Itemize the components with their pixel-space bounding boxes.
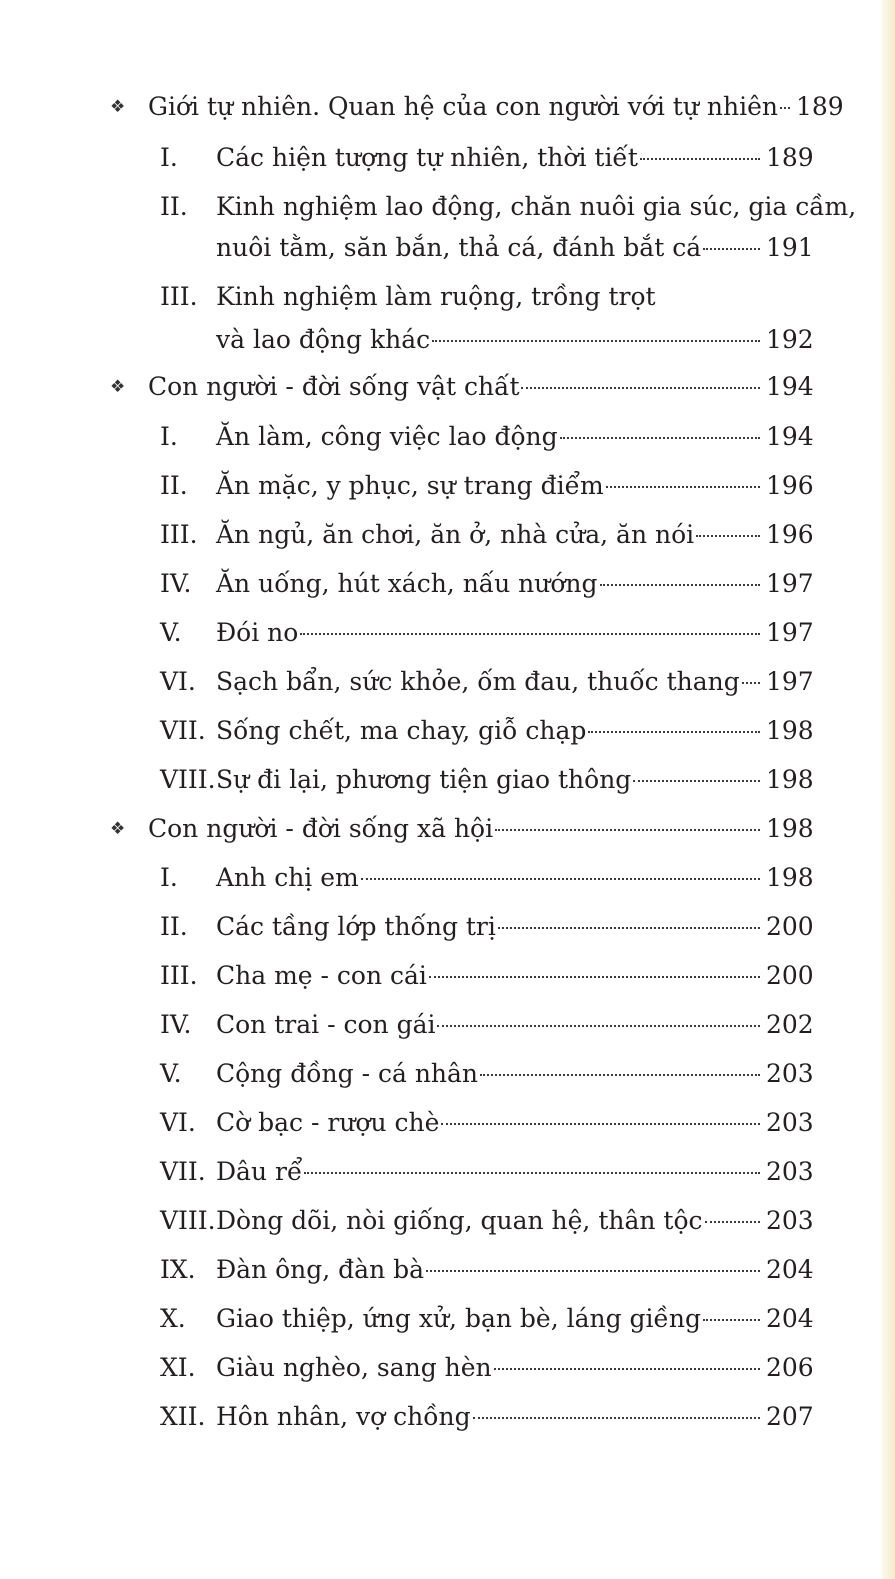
- page-number: 206: [766, 1353, 814, 1382]
- leader-dots: [703, 248, 760, 250]
- toc-entry: [160, 520, 814, 550]
- leader-dots: [742, 682, 760, 684]
- page-number: 204: [766, 1255, 814, 1284]
- leader-dots: [429, 976, 760, 978]
- page-number: 200: [766, 961, 814, 990]
- page-number: 197: [766, 569, 814, 598]
- toc-entry: [160, 912, 814, 942]
- entry-number: VI.: [160, 1108, 196, 1137]
- page-number: 198: [766, 863, 814, 892]
- page-number: 196: [766, 471, 814, 500]
- entry-title: Sạch bẩn, sức khỏe, ốm đau, thuốc thang: [216, 667, 740, 696]
- page-number: 197: [766, 667, 814, 696]
- entry-title: Con trai - con gái: [216, 1010, 436, 1039]
- entry-title: Ăn mặc, y phục, sự trang điểm: [216, 471, 604, 500]
- leader-dots: [361, 878, 760, 880]
- toc-section-heading: [148, 92, 844, 122]
- toc-entry: [160, 1304, 814, 1334]
- entry-title: Đói no: [216, 618, 299, 647]
- leader-dots: [705, 1221, 760, 1223]
- entry-title: Cha mẹ - con cái: [216, 961, 427, 990]
- toc-section-heading: [148, 814, 814, 844]
- entry-number: V.: [160, 1059, 182, 1088]
- entry-title: Cộng đồng - cá nhân: [216, 1059, 479, 1088]
- leader-dots: [495, 829, 760, 831]
- leader-dots: [521, 387, 760, 389]
- diamond-bullet-icon: ❖: [110, 377, 126, 397]
- leader-dots: [633, 780, 760, 782]
- entry-title-continued: và lao động khác: [216, 325, 431, 354]
- page-number: 189: [766, 143, 814, 172]
- entry-number: I.: [160, 422, 178, 451]
- entry-number: III.: [160, 282, 198, 311]
- entry-number: VI.: [160, 667, 196, 696]
- toc-entry: [160, 422, 814, 452]
- toc-entry: [160, 1206, 814, 1236]
- toc-entry: [160, 192, 857, 222]
- toc-entry: [160, 863, 814, 893]
- entry-number: I.: [160, 863, 178, 892]
- page-number: 196: [766, 520, 814, 549]
- leader-dots: [480, 1074, 760, 1076]
- entry-number: II.: [160, 471, 188, 500]
- entry-title: Ăn làm, công việc lao động: [216, 422, 558, 451]
- page-number: 198: [766, 814, 814, 843]
- page-number: 197: [766, 618, 814, 647]
- page-number: 198: [766, 716, 814, 745]
- entry-title: Các tầng lớp thống trị: [216, 912, 496, 941]
- entry-title: Sự đi lại, phương tiện giao thông: [216, 765, 632, 794]
- toc-entry: [160, 667, 814, 697]
- leader-dots: [426, 1270, 760, 1272]
- leader-dots: [780, 107, 790, 109]
- page-number: 207: [766, 1402, 814, 1431]
- leader-dots: [588, 731, 760, 733]
- entry-number: X.: [160, 1304, 186, 1333]
- section-title: Con người - đời sống xã hội: [148, 814, 494, 843]
- diamond-bullet-icon: ❖: [110, 97, 126, 117]
- section-title: Giới tự nhiên. Quan hệ của con người với tự nhiên: [148, 92, 778, 121]
- toc-entry: [160, 618, 814, 648]
- diamond-bullet-icon: ❖: [110, 819, 126, 839]
- leader-dots: [473, 1417, 760, 1419]
- entry-number: I.: [160, 143, 178, 172]
- toc-entry: [160, 143, 814, 173]
- section-title: Con người - đời sống vật chất: [148, 372, 520, 401]
- leader-dots: [304, 1172, 760, 1174]
- entry-title: Giàu nghèo, sang hèn: [216, 1353, 492, 1382]
- page-number: 203: [766, 1206, 814, 1235]
- entry-number: III.: [160, 961, 198, 990]
- toc-entry: [160, 961, 814, 991]
- entry-title: Ăn ngủ, ăn chơi, ăn ở, nhà cửa, ăn nói: [216, 520, 695, 549]
- entry-title: Các hiện tượng tự nhiên, thời tiết: [216, 143, 638, 172]
- leader-dots: [300, 633, 760, 635]
- toc-entry: [160, 765, 814, 795]
- leader-dots: [606, 486, 760, 488]
- entry-title: Giao thiệp, ứng xử, bạn bè, láng giềng: [216, 1304, 702, 1333]
- entry-title: Sống chết, ma chay, giỗ chạp: [216, 716, 587, 745]
- entry-title-continued: nuôi tằm, săn bắn, thả cá, đánh bắt cá: [216, 233, 702, 262]
- leader-dots: [441, 1123, 760, 1125]
- entry-number: VIII.: [160, 1206, 216, 1235]
- entry-number: XI.: [160, 1353, 196, 1382]
- leader-dots: [696, 535, 760, 537]
- page-number: 200: [766, 912, 814, 941]
- entry-title: Dâu rể: [216, 1157, 303, 1186]
- toc-entry: [160, 1255, 814, 1285]
- leader-dots: [560, 437, 760, 439]
- toc-entry: [160, 716, 814, 746]
- toc-entry-continuation: [216, 233, 814, 263]
- entry-title: Kinh nghiệm làm ruộng, trồng trọt: [216, 282, 656, 311]
- page-number: 204: [766, 1304, 814, 1333]
- toc-entry: [160, 1010, 814, 1040]
- leader-dots: [600, 584, 760, 586]
- toc-entry: [160, 1353, 814, 1383]
- leader-dots: [498, 927, 760, 929]
- page-number: 203: [766, 1059, 814, 1088]
- page-number: 194: [766, 372, 814, 401]
- entry-title: Đàn ông, đàn bà: [216, 1255, 425, 1284]
- leader-dots: [703, 1319, 760, 1321]
- entry-number: IV.: [160, 1010, 192, 1039]
- page-number: 189: [796, 92, 844, 121]
- page-number: 192: [766, 325, 814, 354]
- toc-entry: [160, 569, 814, 599]
- entry-title: Ăn uống, hút xách, nấu nướng: [216, 569, 598, 598]
- entry-number: XII.: [160, 1402, 206, 1431]
- toc-entry-continuation: [216, 325, 814, 355]
- entry-number: III.: [160, 520, 198, 549]
- leader-dots: [437, 1025, 760, 1027]
- entry-number: VII.: [160, 1157, 206, 1186]
- toc-entry: [160, 1157, 814, 1187]
- page-number: 203: [766, 1108, 814, 1137]
- toc-entry: [160, 471, 814, 501]
- leader-dots: [640, 158, 760, 160]
- entry-number: II.: [160, 192, 188, 221]
- page-number: 191: [766, 233, 814, 262]
- leader-dots: [494, 1368, 760, 1370]
- page-number: 203: [766, 1157, 814, 1186]
- toc-entry: [160, 282, 810, 312]
- toc-section-heading: [148, 372, 814, 402]
- entry-title: Hôn nhân, vợ chồng: [216, 1402, 471, 1431]
- entry-title: Cờ bạc - rượu chè: [216, 1108, 440, 1137]
- leader-dots: [432, 340, 760, 342]
- page-number: 194: [766, 422, 814, 451]
- entry-title: Kinh nghiệm lao động, chăn nuôi gia súc, gia cầm,: [216, 192, 857, 221]
- toc-entry: [160, 1108, 814, 1138]
- entry-title: Dòng dõi, nòi giống, quan hệ, thân tộc: [216, 1206, 703, 1235]
- entry-number: V.: [160, 618, 182, 647]
- entry-number: IV.: [160, 569, 192, 598]
- page-number: 198: [766, 765, 814, 794]
- page-number: 202: [766, 1010, 814, 1039]
- entry-number: VIII.: [160, 765, 216, 794]
- entry-number: IX.: [160, 1255, 196, 1284]
- entry-number: II.: [160, 912, 188, 941]
- toc-entry: [160, 1402, 814, 1432]
- entry-number: VII.: [160, 716, 206, 745]
- toc-entry: [160, 1059, 814, 1089]
- entry-title: Anh chị em: [216, 863, 359, 892]
